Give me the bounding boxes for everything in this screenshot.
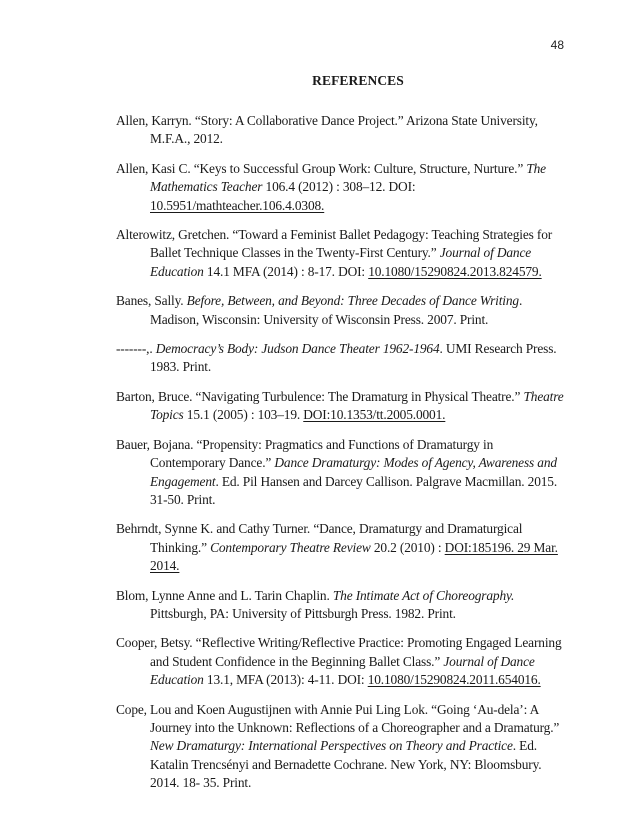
reference-entry (116, 160, 568, 215)
reference-entry (116, 388, 568, 425)
reference-text: 106.4 (2012) : 308–12. DOI: (262, 179, 416, 195)
page-number: 48 (550, 38, 564, 52)
reference-text: Bauer, Bojana. “Propensity: Pragmatics and Functions of Dramaturgy in Contemporary Dance.” (116, 436, 494, 471)
reference-text: . Ed. Katalin Trencsényi and Bernadette Cochrane. New York, NY: Bloomsbury. 2014. 18- 35. Print. (150, 738, 542, 791)
reference-doi: DOI:185196. 29 Mar. 2014. (150, 539, 558, 574)
reference-text: Alterowitz, Gretchen. “Toward a Feminist Ballet Pedagogy: Teaching Strategies for Ballet Technique Classes in the Twenty-First Century.” (116, 227, 553, 261)
reference-entry (116, 340, 568, 377)
reference-text: 14.1 MFA (2014) : 8-17. DOI: (203, 263, 369, 279)
reference-doi: 10.5951/mathteacher.106.4.0308. (150, 197, 325, 213)
reference-entry (116, 226, 568, 281)
reference-entry (116, 436, 568, 510)
reference-entry (116, 292, 568, 329)
reference-title: Journal of Dance Education (150, 653, 535, 688)
reference-entry (116, 587, 568, 624)
reference-text: Behrndt, Synne K. and Cathy Turner. “Dance, Dramaturgy and Dramaturgical Thinking.” (116, 521, 523, 555)
reference-title: The Intimate Act of Choreography. (332, 587, 515, 603)
reference-list (116, 112, 568, 804)
reference-text: . UMI Research Press. 1983. Print. (150, 341, 557, 375)
reference-text: 20.2 (2010) : (370, 539, 445, 555)
reference-text: Allen, Kasi C. “Keys to Successful Group Work: Culture, Structure, Nurture.” (116, 160, 527, 176)
reference-text: Pittsburgh, PA: University of Pittsburgh Press. 1982. Print. (150, 605, 456, 621)
reference-text: . Ed. Pil Hansen and Darcey Callison. Palgrave Macmillan. 2015. 31-50. Print. (150, 473, 558, 507)
reference-entry (116, 112, 568, 149)
reference-title: Theatre Topics (150, 388, 564, 423)
reference-text: -------,. (116, 341, 156, 357)
reference-text: Allen, Karryn. “Story: A Collaborative Dance Project.” Arizona State University, M.F.A., 2012. (116, 113, 538, 147)
reference-title: Journal of Dance Education (150, 245, 532, 279)
reference-text: Blom, Lynne Anne and L. Tarin Chaplin. (116, 587, 333, 603)
reference-title: New Dramaturgy: International Perspectives on Theory and Practice (150, 738, 513, 754)
references-heading: REFERENCES (312, 73, 404, 88)
reference-entry (116, 701, 568, 793)
reference-title: The Mathematics Teacher (150, 160, 546, 195)
reference-title: Before, Between, and Beyond: Three Decades of Dance Writing (186, 293, 519, 309)
reference-title: Democracy’s Body: Judson Dance Theater 1962-1964 (155, 341, 440, 357)
reference-doi: 10.1080/15290824.2013.824579. (368, 263, 542, 279)
reference-text: Cope, Lou and Koen Augustijnen with Annie Pui Ling Lok. “Going ‘Au-dela’: A Journey into the Unknown: Reflections of a Choreographer and a Dramaturg.” (116, 701, 560, 735)
reference-text: 15.1 (2005) : 103–19. (183, 407, 304, 423)
reference-entry (116, 634, 568, 689)
reference-text: . Madison, Wisconsin: University of Wisconsin Press. 2007. Print. (150, 293, 523, 327)
reference-title: Contemporary Theatre Review (210, 539, 371, 555)
reference-text: 13.1, MFA (2013): 4-11. DOI: (203, 672, 368, 688)
reference-doi: 10.1080/15290824.2011.654016. (367, 672, 541, 688)
reference-text: Banes, Sally. (116, 293, 187, 309)
reference-text: Barton, Bruce. “Navigating Turbulence: The Dramaturg in Physical Theatre.” (116, 388, 524, 404)
reference-text: Cooper, Betsy. “Reflective Writing/Reflective Practice: Promoting Engaged Learning and Student Confidence in the Beginning Ballet Class.” (116, 635, 562, 669)
reference-doi: DOI:10.1353/tt.2005.0001. (303, 407, 446, 423)
reference-title: Dance Dramaturgy: Modes of Agency, Awareness and Engagement (150, 455, 557, 489)
reference-entry (116, 520, 568, 575)
